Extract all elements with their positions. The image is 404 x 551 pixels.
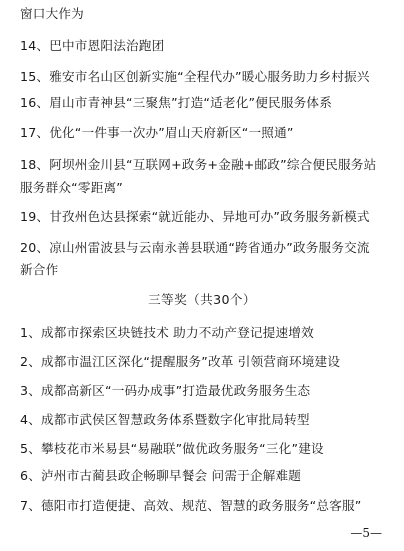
list-item-14: 14、巴中市恩阳法治跑团 [20, 38, 165, 53]
third-prize-item-7: 7、德阳市打造便捷、高效、规范、智慧的政务服务“总客服” [20, 498, 362, 513]
list-item-20-continuation: 新合作 [20, 262, 59, 277]
list-item-15: 15、雅安市名山区创新实施“全程代办”暖心服务助力乡村振兴 [20, 69, 370, 84]
list-item-19: 19、甘孜州色达县探索“就近能办、异地可办”政务服务新模式 [20, 209, 370, 224]
third-prize-item-2: 2、成都市温江区深化“提醒服务”改革 引领营商环境建设 [20, 354, 341, 369]
list-item-18: 18、阿坝州金川县“互联网+政务+金融+邮政”综合便民服务站 [20, 157, 377, 172]
section-heading: 三等奖（共30个） [148, 292, 256, 307]
third-prize-item-6: 6、泸州市古蔺县政企畅聊早餐会 问需于企解难题 [20, 468, 302, 483]
third-prize-item-1: 1、成都市探索区块链技术 助力不动产登记提速增效 [20, 325, 314, 340]
third-prize-item-3: 3、成都高新区“一码办成事”打造最优政务服务生态 [20, 383, 311, 398]
list-item-18-continuation: 服务群众“零距离” [20, 180, 124, 195]
text-line-continuation: 窗口大作为 [20, 6, 84, 21]
list-item-20: 20、凉山州雷波县与云南永善县联通“跨省通办”政务服务交流 [20, 240, 370, 255]
page-number: —5— [350, 526, 382, 540]
third-prize-item-5: 5、攀枝花市米易县“易融联”做优政务服务“三化”建设 [20, 441, 324, 456]
list-item-17: 17、优化“一件事一次办”眉山天府新区“一照通” [20, 125, 294, 140]
list-item-16: 16、眉山市青神县“三聚焦”打造“适老化”便民服务体系 [20, 95, 332, 110]
third-prize-item-4: 4、成都市武侯区智慧政务体系暨数字化审批局转型 [20, 412, 310, 427]
